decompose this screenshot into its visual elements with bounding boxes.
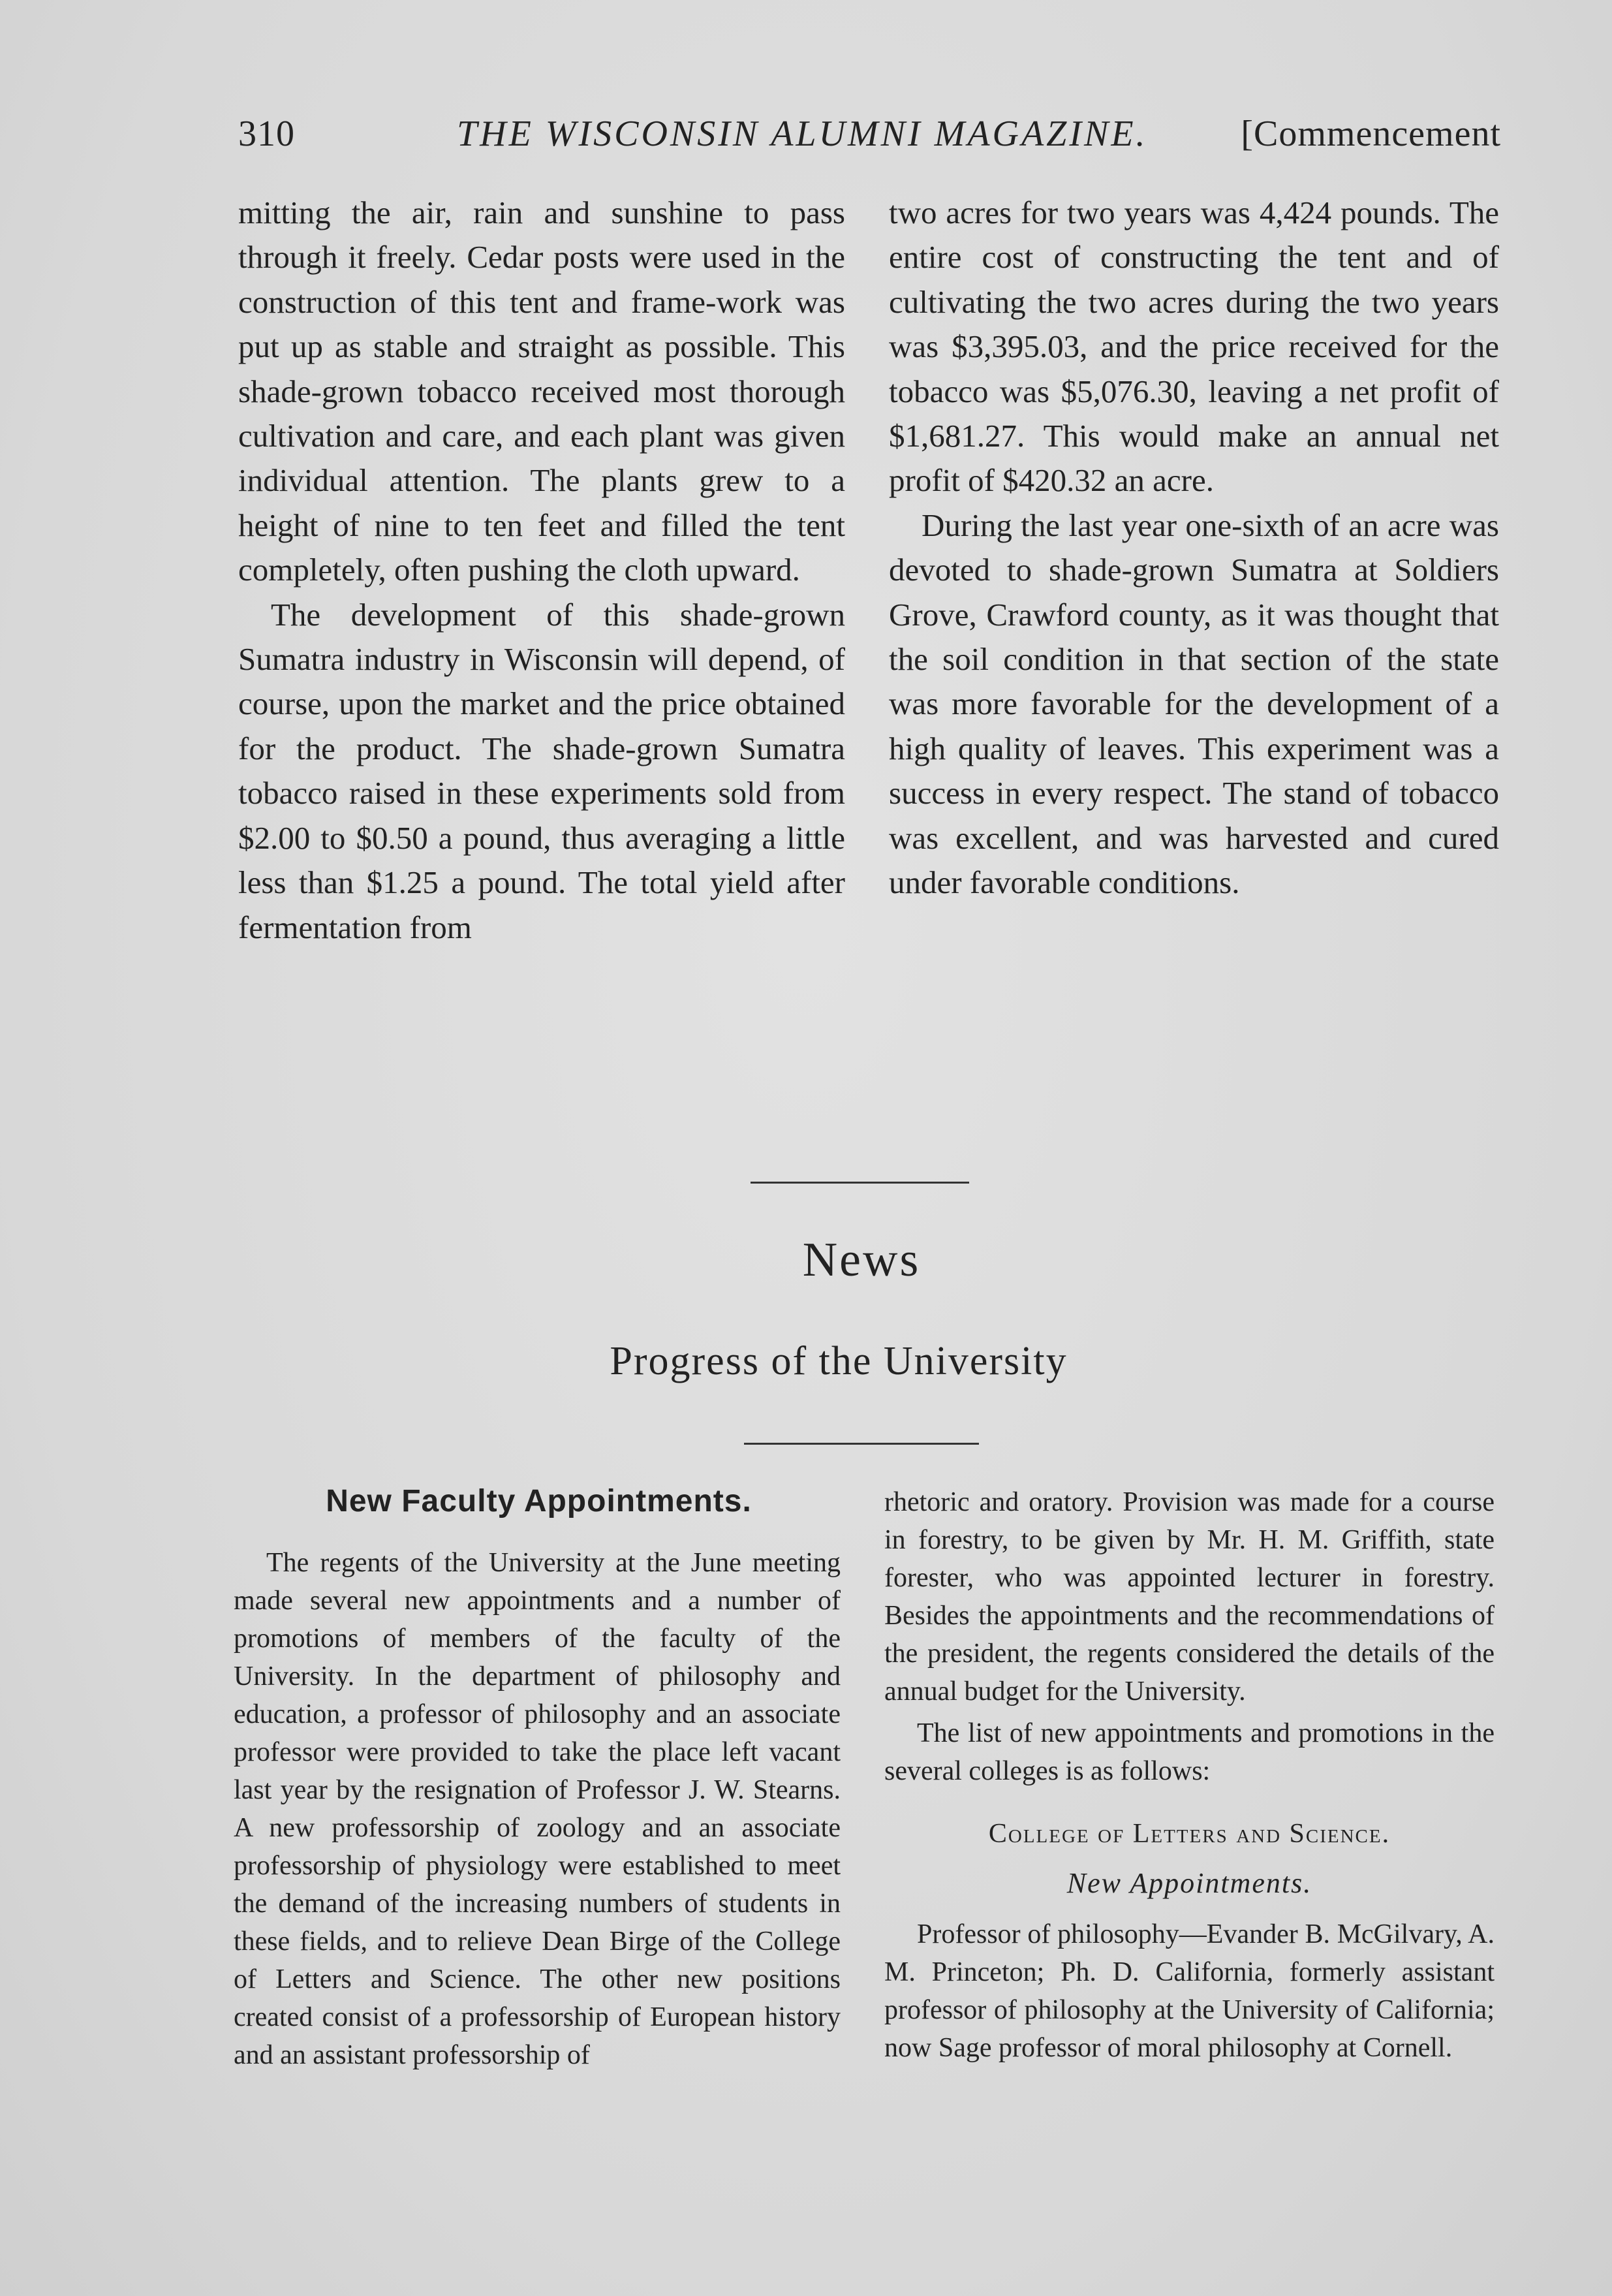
paragraph: two acres for two years was 4,424 pounds. The entire cost of constructing the tent and of cultivating the two acres during the two years was $3,395.03, and the price received for the tobacco was $5,076.30, leaving a net profit of $1,681.27. This would make an annual net profit of $420.32 an acre. xyxy=(889,195,1499,499)
paragraph: rhetoric and oratory. Provision was made for a course in forestry, to be given by Mr. H. M. Griffith, state forester, who was appointed lecturer in forestry. Besides the appointments and the recommendations of the president, the regents considered the details of the annual budget for the University. xyxy=(884,1487,1495,1706)
page-number: 310 xyxy=(238,114,295,154)
paragraph: mitting the air, rain and sunshine to pass through it freely. Cedar posts were used in the construction of this tent and frame-work was put up as stable and straight as possible. This shade-grown tobacco received most thorough cultivation and care, and each plant was given individual attention. The plants grew to a height of nine to ten feet and filled the tent completely, often pushing the cloth upward. xyxy=(238,195,845,588)
divider-rule xyxy=(744,1443,979,1445)
upper-right-column xyxy=(889,191,1499,905)
section-label: [Commencement xyxy=(1241,114,1501,154)
magazine-title: THE WISCONSIN ALUMNI MAGAZINE. xyxy=(457,114,1148,154)
paragraph: The list of new appointments and promotions in the several colleges is as follows: xyxy=(884,1718,1495,1786)
section-subhead: New Faculty Appointments. xyxy=(326,1484,752,1518)
lower-right-column xyxy=(884,1483,1495,2067)
news-heading: News xyxy=(802,1233,921,1287)
paragraph: Professor of philosophy—Evander B. McGilvary, A. M. Princeton; Ph. D. California, formerly assistant professor of philosophy at the University of California; now Sage professor of moral philosophy at Cornell. xyxy=(884,1919,1495,2063)
paragraph: The regents of the University at the June meeting made several new appointments and a number of promotions of members of the faculty of the University. In the department of philosophy and education, a professor of philosophy and an associate professor were provided to take the place left vacant last year by the resignation of Professor J. W. Stearns. A new professorship of zoology and an associate professorship of physiology were established to meet the demand of the increasing numbers of students in these fields, and to relieve Dean Birge of the College of Letters and Science. The other new positions created consist of a professorship of European history and an assistant professorship of xyxy=(234,1548,841,2070)
news-subheading: Progress of the University xyxy=(610,1339,1068,1383)
paragraph: During the last year one-sixth of an acre was devoted to shade-grown Sumatra at Soldiers Grove, Crawford county, as it was thought that the soil condition in that section of the state was more favorable for the development of a high quality of leaves. This experiment was a success in every respect. The stand of tobacco was excellent, and was harvested and cured under favorable conditions. xyxy=(889,507,1499,901)
lower-left-column xyxy=(234,1544,841,2074)
divider-rule xyxy=(751,1182,969,1184)
college-heading: College of Letters and Science. xyxy=(988,1819,1391,1849)
appointments-heading: New Appointments. xyxy=(1066,1867,1312,1899)
running-header xyxy=(238,104,1501,163)
upper-left-column xyxy=(238,191,845,950)
paragraph: The development of this shade-grown Sumatra industry in Wisconsin will depend, of course, upon the market and the price obtained for the product. The shade-grown Sumatra tobacco raised in these experiments sold from $2.00 to $0.50 a pound, thus averaging a little less than $1.25 a pound. The total yield after fermentation from xyxy=(238,596,845,945)
